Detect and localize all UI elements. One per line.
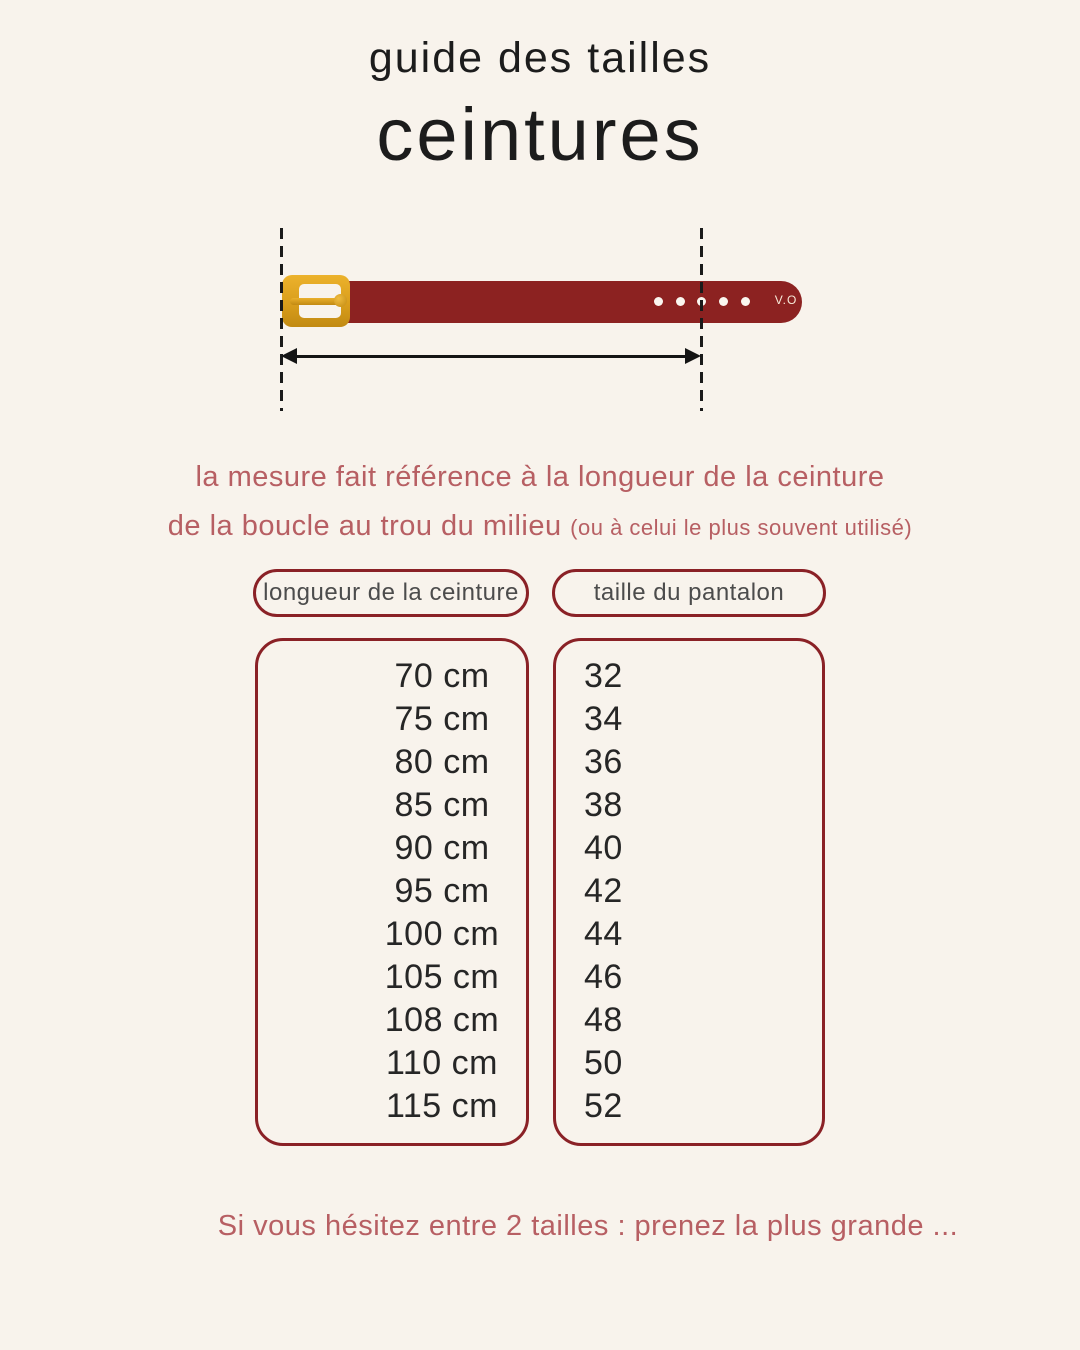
- description-line-2: [0, 506, 1080, 548]
- pant-size-value: 32: [584, 657, 623, 695]
- belt-length-value: 105 cm: [384, 958, 500, 996]
- pant-size-value: 44: [584, 915, 623, 953]
- pant-size-value: 38: [584, 786, 623, 824]
- measure-end-dashed-line: [700, 228, 703, 411]
- belt-length-value: 95 cm: [394, 872, 490, 910]
- belt-length-value: 85 cm: [394, 786, 490, 824]
- belt-hole: [654, 297, 663, 306]
- pant-size-value: 42: [584, 872, 623, 910]
- description-note: (ou à celui le plus souvent utilisé): [570, 515, 913, 540]
- belt-length-value: 108 cm: [384, 1001, 500, 1039]
- pant-size-value: 34: [584, 700, 623, 738]
- pant-size-value: 52: [584, 1087, 623, 1125]
- buckle-knob: [334, 294, 347, 307]
- belt-length-value: 100 cm: [384, 915, 500, 953]
- page-subtitle: guide des tailles: [368, 34, 712, 82]
- belt-length-column: [255, 638, 529, 1146]
- belt-length-value: 115 cm: [386, 1087, 498, 1125]
- column-header-belt-length: longueur de la ceinture: [253, 569, 529, 617]
- belt-length-value: 70 cm: [394, 657, 490, 695]
- sizing-advice-note: Si vous hésitez entre 2 tailles : prenez la plus grande ...: [217, 1210, 959, 1242]
- pant-size-value: 40: [584, 829, 623, 867]
- belt-length-value: 90 cm: [394, 829, 490, 867]
- description-line-2-text: de la boucle au trou du milieu: [167, 510, 562, 542]
- belt-length-value: 110 cm: [386, 1044, 498, 1082]
- description-line-1: la mesure fait référence à la longueur de la ceinture: [195, 461, 885, 493]
- pant-size-value: 36: [584, 743, 623, 781]
- pant-size-value: 50: [584, 1044, 623, 1082]
- belt-length-value: 80 cm: [394, 743, 490, 781]
- belt-hole: [676, 297, 685, 306]
- measurement-description: [0, 448, 1080, 548]
- column-header-pant-size: taille du pantalon: [552, 569, 826, 617]
- measure-start-dashed-line: [280, 228, 283, 411]
- belt-hole: [719, 297, 728, 306]
- belt-length-value: 75 cm: [394, 700, 490, 738]
- belt-brand-label: V.O: [774, 293, 798, 307]
- pant-size-value: 48: [584, 1001, 623, 1039]
- pant-size-column: [553, 638, 825, 1146]
- measure-double-arrow: [281, 346, 701, 366]
- belt-hole: [741, 297, 750, 306]
- belt-buckle-icon: [282, 275, 350, 327]
- pant-size-value: 46: [584, 958, 623, 996]
- page-title: ceintures: [376, 93, 704, 176]
- measure-arrow-line: [286, 355, 696, 358]
